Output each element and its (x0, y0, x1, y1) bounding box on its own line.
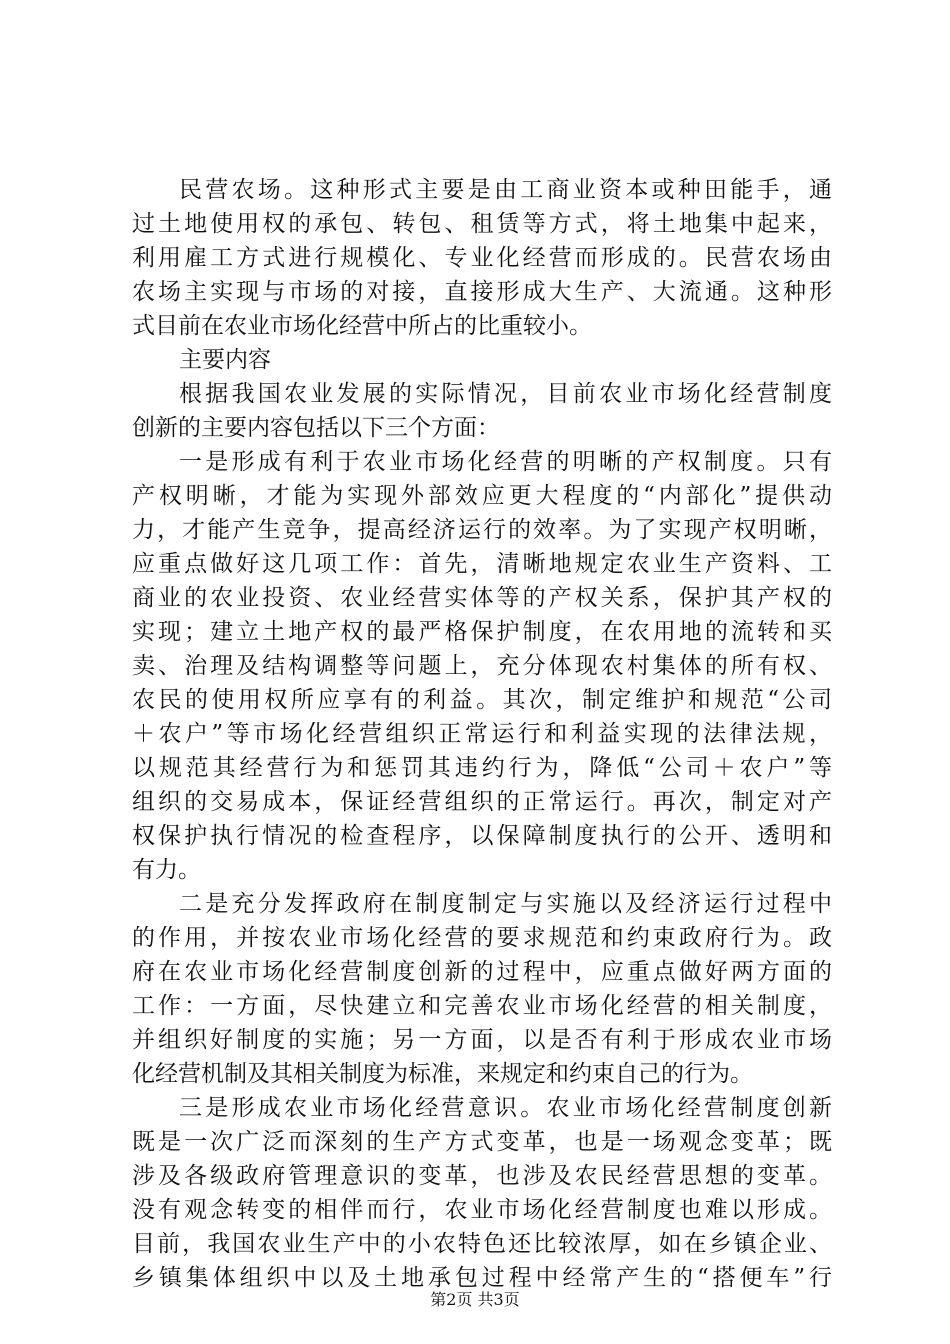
text-line: 商业的农业投资、农业经营实体等的产权关系，保护其产权的 (132, 585, 832, 611)
text-line: 过土地使用权的承包、转包、租赁等方式，将土地集中起来， (132, 211, 832, 237)
text-line: 并组织好制度的实施；另一方面，以是否有利于形成农业市场 (132, 1027, 832, 1053)
text-line: 实现；建立土地产权的最严格保护制度，在农用地的流转和买 (132, 619, 832, 645)
text-line: 民营农场。这种形式主要是由工商业资本或种田能手，通 (179, 177, 832, 203)
text-line: 应重点做好这几项工作：首先，清晰地规定农业生产资料、工 (132, 551, 832, 577)
text-line: 工作：一方面，尽快建立和完善农业市场化经营的相关制度， (132, 993, 832, 1019)
text-line: 根据我国农业发展的实际情况，目前农业市场化经营制度 (179, 381, 832, 407)
text-line: ＋农户”等市场化经营组织正常运行和利益实现的法律法规， (132, 721, 832, 747)
text-line: 利用雇工方式进行规模化、专业化经营而形成的。民营农场由 (132, 245, 832, 271)
text-line: 三是形成农业市场化经营意识。农业市场化经营制度创新 (179, 1095, 832, 1121)
page-footer (0, 1290, 950, 1310)
text-line: 乡镇集体组织中以及土地承包过程中经常产生的“搭便车”行 (132, 1265, 832, 1291)
text-line: 产权明晰，才能为实现外部效应更大程度的“内部化”提供动 (132, 483, 832, 509)
text-line: 农民的使用权所应享有的利益。其次，制定维护和规范“公司 (132, 687, 832, 713)
text-line: 式目前在农业市场化经营中所占的比重较小。 (132, 313, 592, 339)
text-line: 卖、治理及结构调整等问题上，充分体现农村集体的所有权、 (132, 653, 832, 679)
text-line: 一是形成有利于农业市场化经营的明晰的产权制度。只有 (179, 449, 832, 475)
text-line: 力，才能产生竞争，提高经济运行的效率。为了实现产权明晰， (132, 517, 832, 543)
text-line: 没有观念转变的相伴而行，农业市场化经营制度也难以形成。 (132, 1197, 832, 1223)
text-line: 二是充分发挥政府在制度制定与实施以及经济运行过程中 (179, 891, 832, 917)
page-number: 第2页 共3页 (430, 1290, 520, 1309)
text-line: 组织的交易成本，保证经营组织的正常运行。再次，制定对产 (132, 789, 832, 815)
text-line: 农场主实现与市场的对接，直接形成大生产、大流通。这种形 (132, 279, 832, 305)
text-line: 化经营机制及其相关制度为标准，来规定和约束自己的行为。 (132, 1061, 753, 1087)
text-line: 府在农业市场化经营制度创新的过程中，应重点做好两方面的 (132, 959, 832, 985)
text-line: 以规范其经营行为和惩罚其违约行为，降低“公司＋农户”等 (132, 755, 832, 781)
text-line: 权保护执行情况的检查程序，以保障制度执行的公开、透明和 (132, 823, 832, 849)
text-line: 既是一次广泛而深刻的生产方式变革，也是一场观念变革；既 (132, 1129, 832, 1155)
text-line: 创新的主要内容包括以下三个方面： (132, 415, 500, 441)
text-line: 有力。 (132, 857, 201, 883)
text-line: 目前，我国农业生产中的小农特色还比较浓厚，如在乡镇企业、 (132, 1231, 832, 1257)
text-line: 涉及各级政府管理意识的变革，也涉及农民经营思想的变革。 (132, 1163, 832, 1189)
document-body (132, 173, 832, 1295)
section-heading: 主要内容 (179, 347, 271, 373)
text-line: 的作用，并按农业市场化经营的要求规范和约束政府行为。政 (132, 925, 832, 951)
